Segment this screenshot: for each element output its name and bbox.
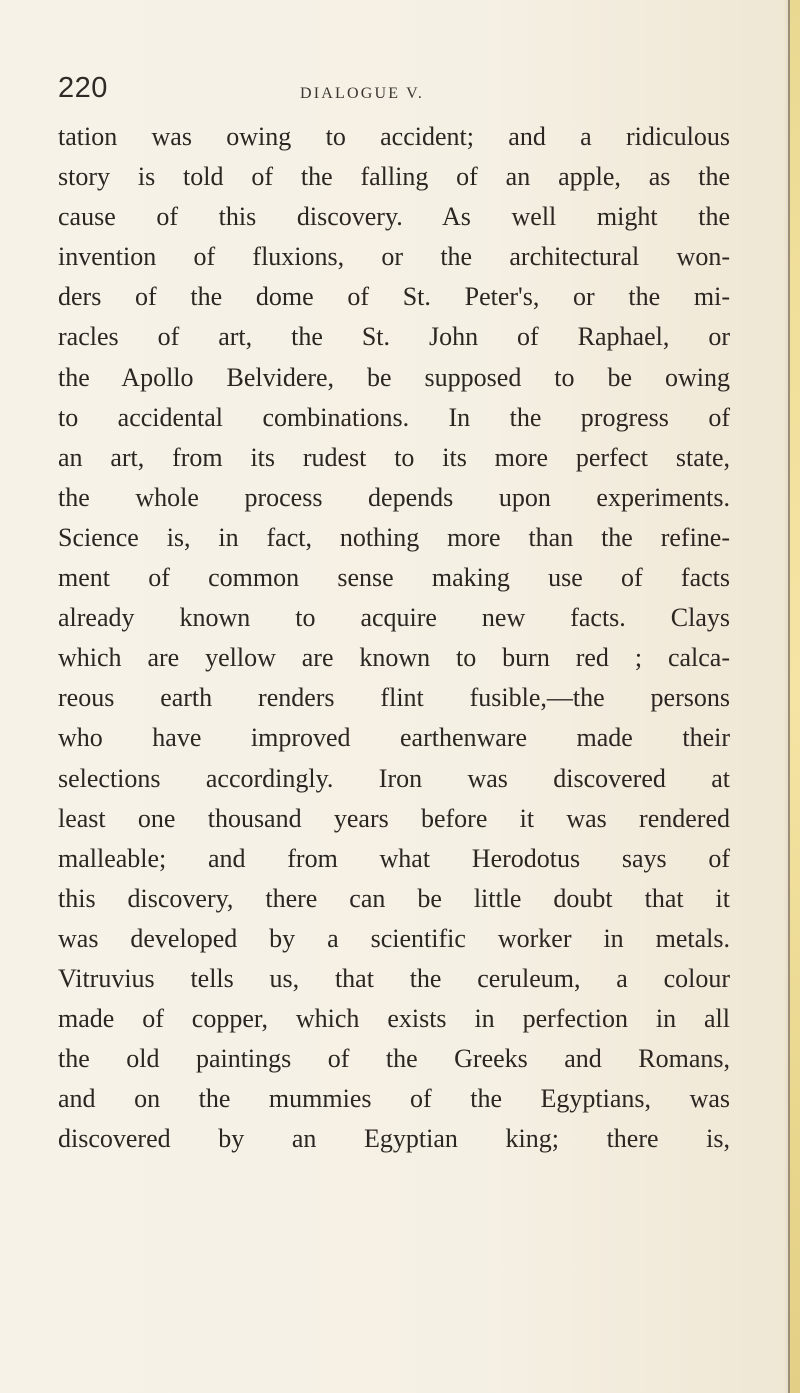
- text-line: ders of the dome of St. Peter's, or the mi-: [58, 282, 730, 312]
- text-line: which are yellow are known to burn red ; calca-: [58, 643, 730, 673]
- text-line: tation was owing to accident; and a ridiculous: [58, 122, 730, 151]
- page-edge-line: [788, 0, 790, 1393]
- text-line: the whole process depends upon experiments.: [58, 482, 730, 512]
- text-line: the Apollo Belvidere, be supposed to be owing: [58, 362, 730, 392]
- text-line: discovered by an Egyptian king; there is,: [58, 1124, 730, 1154]
- text-line: Vitruvius tells us, that the ceruleum, a colour: [58, 963, 730, 993]
- text-line: Science is, in fact, nothing more than the refine-: [58, 522, 730, 552]
- page-header: [58, 72, 738, 112]
- text-line: and on the mummies of the Egyptians, was: [58, 1084, 730, 1114]
- page-edge-strip: [790, 0, 800, 1393]
- text-line: selections accordingly. Iron was discovered at: [58, 763, 730, 793]
- text-line: this discovery, there can be little doubt that it: [58, 883, 730, 913]
- text-line: reous earth renders flint fusible,—the persons: [58, 683, 730, 713]
- text-line: the old paintings of the Greeks and Romans,: [58, 1044, 730, 1074]
- text-line: cause of this discovery. As well might the: [58, 202, 730, 232]
- text-line: made of copper, which exists in perfection in all: [58, 1004, 730, 1034]
- text-line: already known to acquire new facts. Clays: [58, 603, 730, 633]
- text-line: invention of fluxions, or the architectural won-: [58, 242, 730, 272]
- text-line: least one thousand years before it was rendered: [58, 803, 730, 833]
- text-line: story is told of the falling of an apple, as the: [58, 162, 730, 192]
- text-line: racles of art, the St. John of Raphael, or: [58, 322, 730, 352]
- text-line: ment of common sense making use of facts: [58, 563, 730, 593]
- text-line: to accidental combinations. In the progress of: [58, 402, 730, 432]
- text-line: an art, from its rudest to its more perfect state,: [58, 442, 730, 472]
- text-line: malleable; and from what Herodotus says of: [58, 843, 730, 873]
- page-number: 220: [58, 72, 108, 104]
- running-head: DIALOGUE V.: [300, 85, 425, 102]
- text-line: was developed by a scientific worker in metals.: [58, 923, 730, 953]
- text-line: who have improved earthenware made their: [58, 723, 730, 753]
- body-text: [58, 117, 730, 1159]
